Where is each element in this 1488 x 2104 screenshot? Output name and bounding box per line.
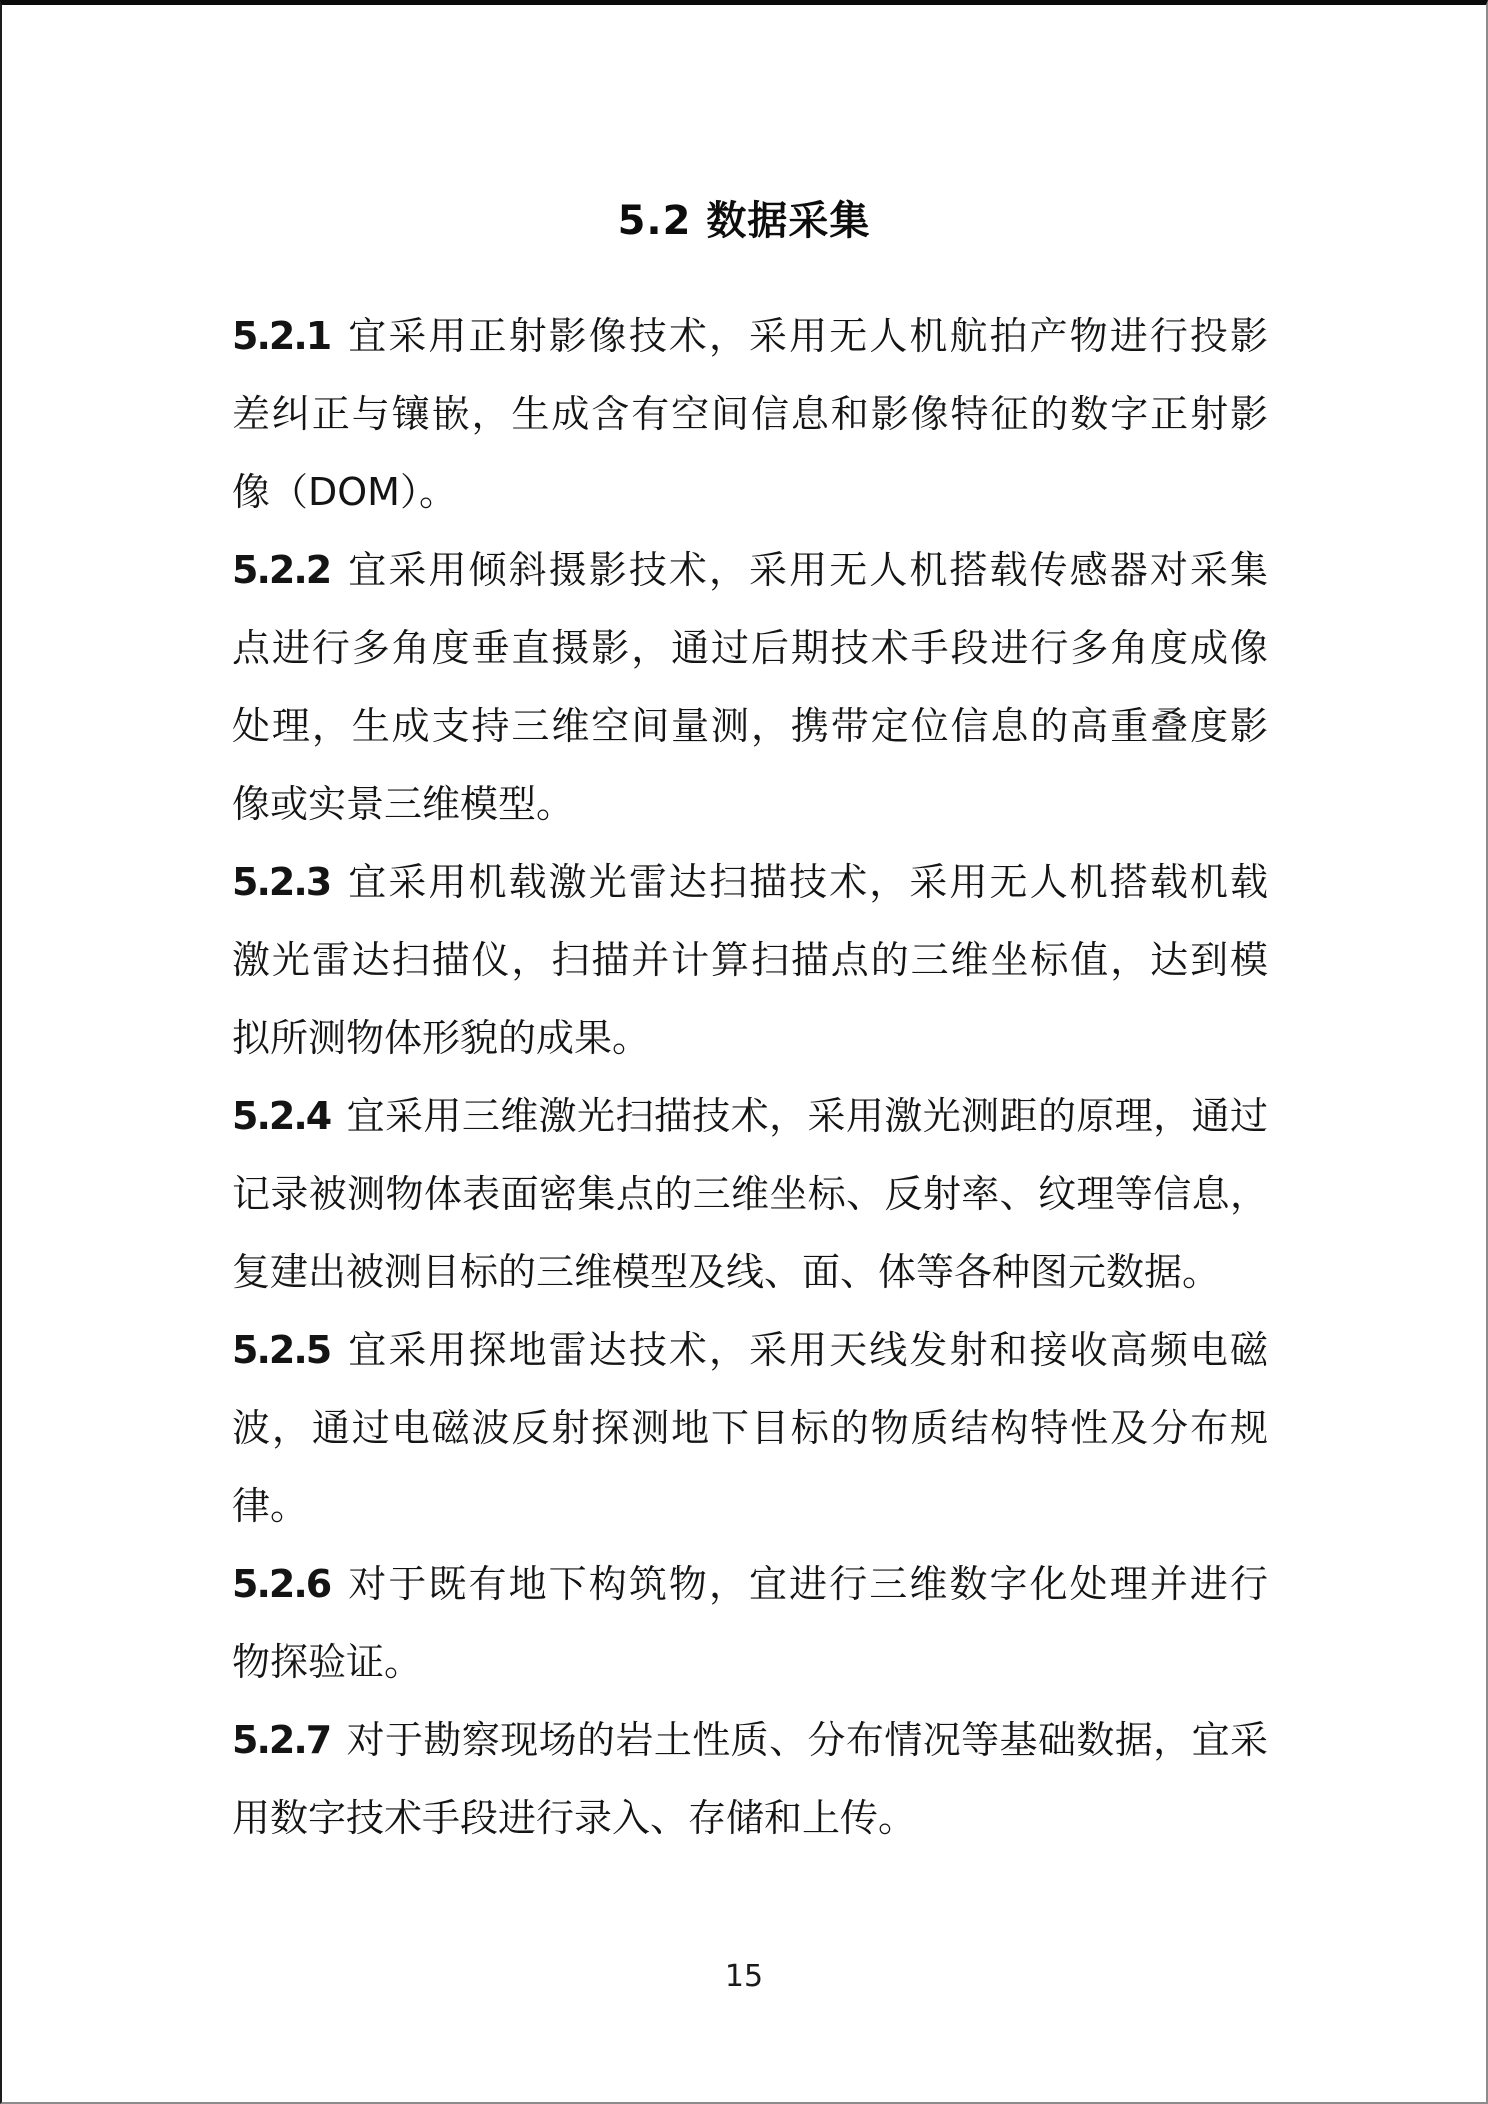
paragraph-line bbox=[232, 1701, 1268, 1779]
section-5-2-4 bbox=[232, 1077, 1268, 1311]
section-text-line: 律。 bbox=[232, 1484, 309, 1528]
section-text-line: 拟所测物体形貌的成果。 bbox=[232, 1016, 651, 1060]
section-text-line: 用数字技术手段进行录入、存储和上传。 bbox=[232, 1796, 917, 1840]
paragraph-line bbox=[232, 1545, 1268, 1623]
paragraph-line bbox=[232, 297, 1268, 375]
section-text-line: 宜采用三维激光扫描技术，采用激光测距的原理，通过 bbox=[346, 1094, 1268, 1138]
section-text-line: 物探验证。 bbox=[232, 1640, 423, 1684]
section-number: 5.2.2 bbox=[232, 548, 331, 592]
section-text-line: 像（DOM）。 bbox=[232, 470, 457, 514]
section-number: 5.2.4 bbox=[232, 1094, 331, 1138]
section-text-line: 对于勘察现场的岩土性质、分布情况等基础数据，宜采 bbox=[346, 1718, 1268, 1762]
section-number: 5.2.7 bbox=[232, 1718, 331, 1762]
section-text-line: 宜采用探地雷达技术，采用天线发射和接收高频电磁 bbox=[346, 1328, 1268, 1372]
section-text-line: 宜采用倾斜摄影技术，采用无人机搭载传感器对采集 bbox=[346, 548, 1268, 592]
paragraph-line bbox=[232, 531, 1268, 609]
section-text-line: 宜采用正射影像技术，采用无人机航拍产物进行投影 bbox=[346, 314, 1268, 358]
section-5-2-5 bbox=[232, 1311, 1268, 1545]
section-5-2-1 bbox=[232, 297, 1268, 531]
section-text-line: 对于既有地下构筑物，宜进行三维数字化处理并进行 bbox=[346, 1562, 1268, 1606]
section-number: 5.2.3 bbox=[232, 860, 331, 904]
section-text-line: 宜采用机载激光雷达扫描技术，采用无人机搭载机载 bbox=[346, 860, 1268, 904]
section-5-2-7 bbox=[232, 1701, 1268, 1857]
section-text-line: 处理，生成支持三维空间量测，携带定位信息的高重叠度影 bbox=[232, 704, 1268, 748]
section-5-2-3 bbox=[232, 843, 1268, 1077]
section-text-line: 波，通过电磁波反射探测地下目标的物质结构特性及分布规 bbox=[232, 1406, 1268, 1450]
page-title: 5.2 数据采集 bbox=[617, 198, 871, 244]
section-number: 5.2.5 bbox=[232, 1328, 331, 1372]
page-number: 15 bbox=[724, 1959, 764, 1994]
paragraph-line bbox=[232, 1311, 1268, 1389]
document-body bbox=[232, 297, 1268, 1857]
section-text-line: 点进行多角度垂直摄影，通过后期技术手段进行多角度成像 bbox=[232, 626, 1268, 670]
section-text-line: 差纠正与镶嵌，生成含有空间信息和影像特征的数字正射影 bbox=[232, 392, 1268, 436]
section-text-line: 复建出被测目标的三维模型及线、面、体等各种图元数据。 bbox=[232, 1250, 1221, 1294]
section-number: 5.2.6 bbox=[232, 1562, 331, 1606]
paragraph-line bbox=[232, 843, 1268, 921]
paragraph-line bbox=[232, 1077, 1268, 1155]
section-5-2-6 bbox=[232, 1545, 1268, 1701]
section-text-line: 记录被测物体表面密集点的三维坐标、反射率、纹理等信息， bbox=[232, 1172, 1268, 1216]
section-5-2-2 bbox=[232, 531, 1268, 843]
section-text-line: 激光雷达扫描仪，扫描并计算扫描点的三维坐标值，达到模 bbox=[232, 938, 1268, 982]
section-text-line: 像或实景三维模型。 bbox=[232, 782, 575, 826]
section-number: 5.2.1 bbox=[232, 314, 331, 358]
